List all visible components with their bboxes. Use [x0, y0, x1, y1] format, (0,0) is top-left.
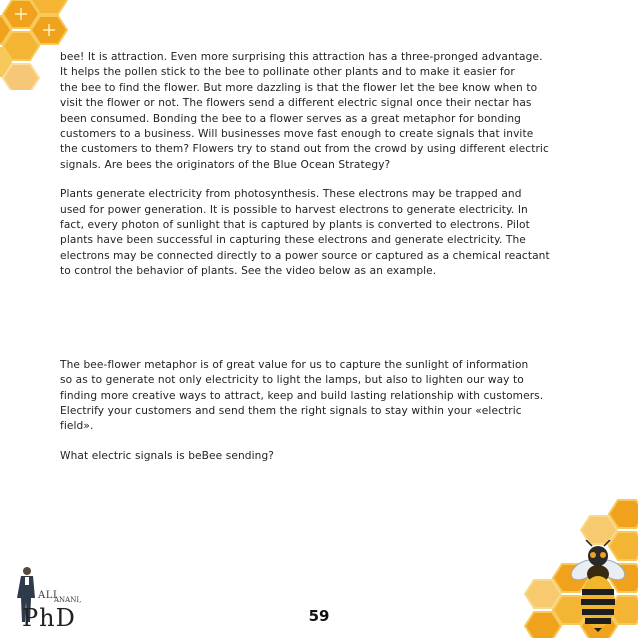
logo-ali-text: ALI [38, 590, 58, 601]
page-number: 59 [308, 607, 330, 625]
article-body [60, 50, 580, 464]
bee-icon [566, 540, 630, 632]
paragraph-bee-flower-metaphor: The bee-flower metaphor is of great value for us to capture the sunlight of information so as to generate not only electricity to light the lamps, but also to lighten our way to finding more creative ways to attract, keep and build lasting relationship with customers. Electrify your customers and send them the right signals to stay within your «electric field». [60, 358, 544, 433]
logo-anani-text: ANANI, [54, 596, 82, 604]
paragraph-closing-question: What electric signals is beBee sending? [60, 449, 274, 462]
paragraph-plant-electricity: Plants generate electricity from photosynthesis. These electrons may be trapped and used for power generation. It is possible to harvest electrons to generate electricity. In fact, every photon of sunlight that is captured by plants is converted to electrons. Pilot plants have been successful in capturing these electrons and generate electricity. The electrons may be connected directly to a power source or captured as a chemical reactant to control the behavior of plants. See the video below as an example. [60, 188, 550, 278]
paragraph-bee-attraction: bee! It is attraction. Even more surprising this attraction has a three-pronged advantage. It helps the pollen stick to the bee to pollinate other plants and to make it easier for the bee to find the flower. But more dazzling is that the flower let the bee know when to visit the flower or not. The flowers send a different electric signal once their nectar has been consumed. Bonding the bee to a flower serves as a great metaphor for bonding customers to a business. Will businesses move fast enough to create signals that invite the customers to them? Flowers try to stand out from the crowd by using different electric signals. Are bees the originators of the Blue Ocean Strategy? [60, 51, 549, 171]
video-placeholder [60, 280, 580, 358]
logo-phd-text: PhD [22, 604, 76, 632]
author-logo [12, 560, 82, 634]
